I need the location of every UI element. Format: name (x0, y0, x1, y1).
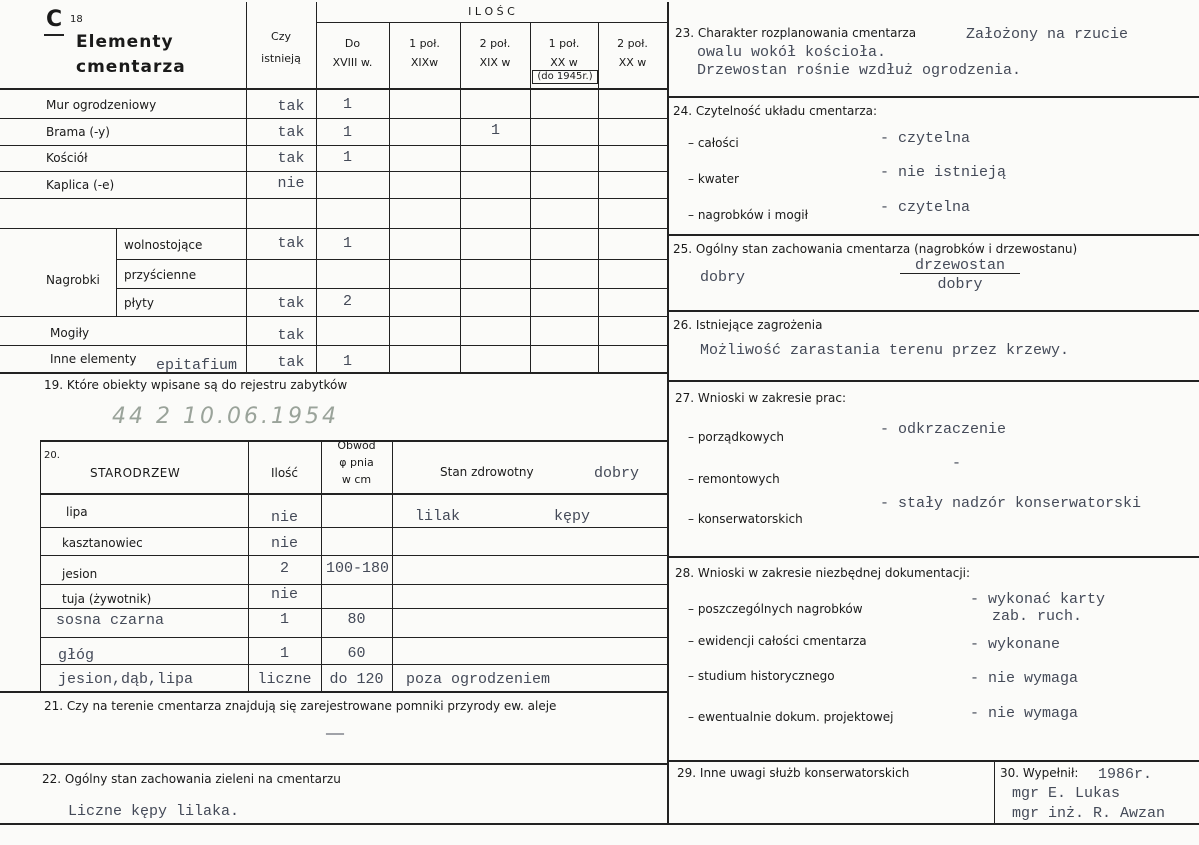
row-exists-mur: tak (277, 98, 305, 115)
nagrobki-row-c1: 2 (343, 293, 353, 310)
nagrobki-label: Nagrobki (46, 273, 100, 287)
q24-label: 24. Czytelność układu cmentarza: (673, 104, 878, 118)
q30-year: 1986r. (1098, 766, 1153, 783)
header-col5a: 2 poł. (617, 37, 648, 50)
grid-line (0, 171, 667, 172)
q20-number: 20. (44, 450, 60, 461)
grid-line (0, 316, 667, 317)
row-c1-brama: 1 (343, 124, 353, 141)
inne-label: Inne elementy (50, 352, 137, 366)
grid-line (530, 22, 531, 372)
q28-item-value: - wykonać karty (970, 591, 1106, 608)
grid-line (0, 345, 667, 346)
nagrobki-row-label: wolnostojące (124, 238, 203, 252)
grid-line (392, 440, 393, 692)
q23-line3: Drzewostan rośnie wzdłuż ogrodzenia. (697, 62, 1022, 79)
grid-line (0, 372, 667, 374)
nagrobki-row-exists: tak (277, 235, 305, 252)
q27-item-label: – remontowych (688, 472, 780, 486)
grid-line (667, 760, 1199, 762)
row-exists-kosciol: tak (277, 150, 305, 167)
row-label-kaplica: Kaplica (-e) (46, 178, 115, 192)
q21-label: 21. Czy na terenie cmentarza znajdują się zarejestrowane pomniki przyrody ew. aleje (44, 699, 557, 713)
q22-label: 22. Ogólny stan zachowania zieleni na cmentarzu (42, 772, 341, 786)
tree-qty: 2 (279, 560, 289, 577)
grid-line (667, 96, 1199, 98)
q24-item-label: – nagrobków i mogił (688, 208, 809, 222)
q25-label: 25. Ogólny stan zachowania cmentarza (nagrobków i drzewostanu) (673, 242, 1078, 256)
q25-value-2: drzewostan (914, 257, 1005, 274)
q23-label: 23. Charakter rozplanowania cmentarza (675, 26, 917, 40)
q26-label: 26. Istniejące zagrożenia (673, 318, 823, 332)
tree-note: poza ogrodzeniem (406, 671, 551, 688)
q26-value: Możliwość zarastania terenu przez krzewy. (700, 342, 1070, 359)
header-col2b: XIXw (410, 56, 439, 69)
header-title-1: Elementy (76, 32, 174, 52)
q25-value-3: dobry (937, 276, 983, 293)
header-col5b: XX w (618, 56, 647, 69)
q20-head-starodrzew: STARODRZEW (90, 466, 181, 480)
q24-item-label: – kwater (688, 172, 739, 186)
grid-line (389, 22, 390, 372)
q19-value: 44 2 10.06.1954 (112, 404, 339, 429)
grid-line (667, 234, 1199, 236)
grid-line (0, 118, 667, 119)
q19-label: 19. Które obiekty wpisane są do rejestru zabytków (44, 378, 348, 392)
q28-label: 28. Wnioski w zakresie niezbędnej dokumentacji: (675, 566, 971, 580)
header-czy: Czy (271, 30, 291, 43)
mogily-exists: tak (277, 327, 305, 344)
grid-line (40, 440, 41, 692)
q20-head-ilosc: Ilość (270, 466, 299, 480)
tree-name: kasztanowiec (62, 536, 143, 550)
q28-item-label: – studium historycznego (688, 669, 835, 683)
q30-person-1: mgr E. Lukas (1012, 785, 1121, 802)
header-col4a: 1 poł. (548, 37, 580, 50)
q30-person-2: mgr inż. R. Awzan (1012, 805, 1166, 822)
inne-exists: tak (277, 354, 305, 371)
q28-item-label: – poszczególnych nagrobków (688, 602, 863, 616)
tree-note: kępy (554, 508, 591, 525)
header-ilosc: I L O Ś C (468, 5, 515, 18)
center-divider (667, 2, 669, 825)
q20-head-pnia: φ pnia (339, 456, 374, 469)
section-letter: C (46, 7, 64, 32)
row-c1-mur: 1 (343, 96, 353, 113)
tree-name: sosna czarna (56, 612, 165, 629)
tree-name: głóg (58, 647, 95, 664)
grid-line (40, 493, 667, 495)
tree-name: jesion (62, 567, 98, 581)
row-exists-brama: tak (277, 124, 305, 141)
grid-line (40, 637, 667, 638)
q24-item-value: - nie istnieją (880, 164, 1007, 181)
tree-qty: nie (270, 535, 298, 552)
q28-item-value: - nie wymaga (970, 705, 1079, 722)
q27-item-value: - (952, 455, 962, 472)
tree-girth: 60 (347, 645, 366, 662)
grid-line (116, 288, 667, 289)
tree-girth: 80 (347, 611, 366, 628)
tree-name: jesion,dąb,lipa (58, 671, 194, 688)
q28-item-value: - wykonane (970, 636, 1061, 653)
grid-line (994, 760, 995, 824)
q30-label: 30. Wypełnił: (1000, 766, 1079, 780)
grid-line (0, 198, 667, 199)
grid-line (40, 608, 667, 609)
row-exists-kaplica: nie (277, 175, 305, 192)
q28-item-label: – ewidencji całości cmentarza (688, 634, 867, 648)
header-title-2: cmentarza (76, 57, 186, 77)
q24-item-value: - czytelna (880, 130, 971, 147)
q20-head-wcm: w cm (341, 473, 372, 486)
bottom-border (0, 823, 1199, 825)
q27-item-label: – porządkowych (688, 430, 784, 444)
header-istnieja: istnieją (261, 52, 301, 65)
q27-label: 27. Wnioski w zakresie prac: (675, 391, 847, 405)
grid-line (40, 555, 667, 556)
nagrobki-row-label: płyty (124, 296, 154, 310)
tree-qty: nie (270, 509, 298, 526)
tree-girth: 100-180 (326, 560, 390, 577)
header-col3b: XIX w (479, 56, 511, 69)
q22-value: Liczne kępy lilaka. (68, 803, 240, 820)
tree-girth: do 120 (329, 671, 384, 688)
q20-head-stan: Stan zdrowotny (440, 465, 534, 479)
grid-line (316, 22, 667, 23)
row-label-kosciol: Kościół (46, 151, 88, 165)
tree-qty: 1 (279, 645, 289, 662)
q23-line2: owalu wokół kościoła. (697, 44, 887, 61)
header-col1a: Do (344, 37, 361, 50)
row-c1-kosciol: 1 (343, 149, 353, 166)
inne-value: epitafium (156, 357, 238, 374)
grid-line (40, 664, 667, 665)
header-col4b: XX w (550, 56, 578, 69)
grid-line (598, 22, 599, 372)
header-col1b: XVIII w. (332, 56, 373, 69)
q27-item-label: – konserwatorskich (688, 512, 803, 526)
grid-line (116, 228, 117, 316)
section-number: 18 (70, 14, 83, 25)
tree-name: tuja (żywotnik) (62, 592, 152, 606)
q29-label: 29. Inne uwagi służb konserwatorskich (677, 766, 910, 780)
header-col4c: (do 1945r.) (532, 70, 598, 84)
q28-item-value: - nie wymaga (970, 670, 1079, 687)
q20-head-obwod: Obwód (337, 439, 376, 452)
tree-qty: liczne (257, 671, 312, 688)
grid-line (0, 763, 667, 765)
header-col3a: 2 poł. (479, 37, 511, 50)
grid-line (667, 556, 1199, 558)
tree-qty: 1 (279, 611, 289, 628)
tree-qty: nie (270, 586, 298, 603)
row-label-mur: Mur ogrodzeniowy (46, 98, 157, 112)
grid-line (460, 22, 461, 372)
row-c3-brama: 1 (491, 122, 501, 139)
q23-line1: Założony na rzucie (966, 26, 1129, 43)
q24-item-value: - czytelna (880, 199, 971, 216)
q28-item-value2: zab. ruch. (992, 608, 1083, 625)
inne-c1: 1 (343, 353, 353, 370)
grid-line (40, 584, 667, 585)
grid-line (116, 259, 667, 260)
q20-head-stan-value: dobry (594, 465, 640, 482)
header-col2a: 1 poł. (409, 37, 440, 50)
q28-item-label: – ewentualnie dokum. projektowej (688, 710, 894, 724)
row-label-brama: Brama (-y) (46, 125, 110, 139)
q21-value: —— (326, 726, 345, 743)
q27-item-value: - odkrzaczenie (880, 421, 1007, 438)
grid-line (0, 228, 667, 229)
tree-name: lipa (66, 505, 88, 519)
tree-note: lilak (415, 508, 461, 525)
grid-line (667, 310, 1199, 312)
grid-line (0, 691, 667, 693)
mogily-label: Mogiły (50, 326, 90, 340)
grid-line (40, 527, 667, 528)
q25-value-1: dobry (700, 269, 746, 286)
q27-item-value: - stały nadzór konserwatorski (880, 495, 1142, 512)
nagrobki-row-c1: 1 (343, 235, 353, 252)
nagrobki-row-label: przyścienne (124, 268, 197, 282)
grid-line (0, 145, 667, 146)
nagrobki-row-exists: tak (277, 295, 305, 312)
grid-line (0, 88, 667, 90)
q24-item-label: – całości (688, 136, 739, 150)
grid-line (667, 380, 1199, 382)
